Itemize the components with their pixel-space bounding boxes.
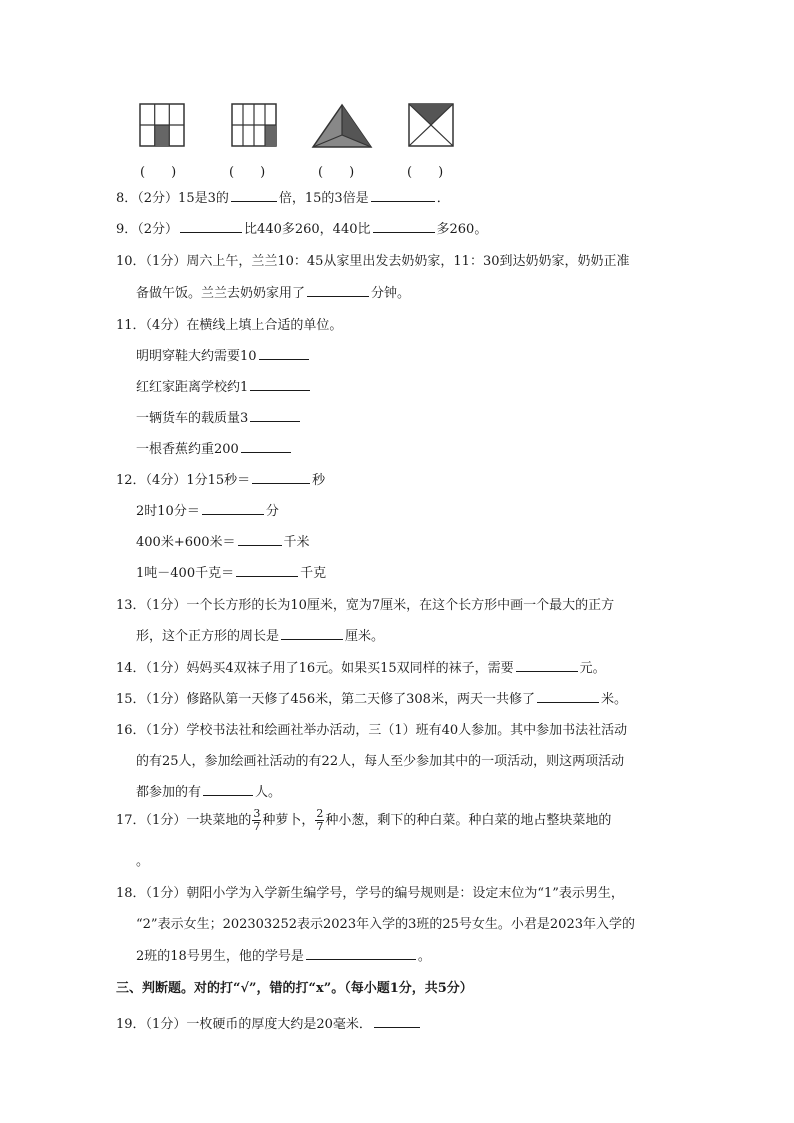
q17-text-c: 种小葱，剩下的种白菜。种白菜的地占整块菜地的: [325, 813, 612, 828]
q13-text-b: 厘米。: [345, 629, 385, 644]
q11-item-4: [136, 438, 293, 457]
q17-text-b: 种萝卜，: [262, 813, 315, 828]
question-18-line-3: [136, 945, 431, 964]
q15-text-a: 15．（1分）修路队第一天修了456米，第二天修了308米，两天一共修了: [116, 692, 535, 707]
q12-text-4b: 千克: [300, 566, 327, 581]
question-12-line-3: [136, 531, 310, 550]
question-16-line-1: 16．（1分）学校书法社和绘画社举办活动，三（1）班有40人参加。其中参加书法社活动: [116, 723, 628, 738]
q18-text-b: 。: [417, 949, 431, 964]
q10-blank[interactable]: [307, 284, 369, 297]
question-19: [116, 1013, 422, 1032]
question-13-line-1: 13．（1分）一个长方形的长为10厘米，宽为7厘米，在这个长方形中画一个最大的正方: [116, 598, 615, 613]
q11-blank-1[interactable]: [259, 347, 309, 360]
question-17-line-2: 。: [136, 854, 150, 869]
q9-blank-1[interactable]: [180, 220, 242, 233]
q12-text-2b: 分: [265, 504, 279, 519]
q11-item-2-text: 红红家距离学校约1: [136, 380, 249, 395]
q11-blank-3[interactable]: [250, 409, 300, 422]
q12-text-4a: 1吨－400千克＝: [136, 566, 235, 581]
question-9: [116, 218, 487, 237]
figure-square-diagonals: [408, 103, 454, 147]
q8-blank-2[interactable]: [371, 189, 435, 202]
q19-text-a: 19．（1分）一枚硬币的厚度大约是20毫米．: [116, 1017, 372, 1032]
q17-text-a: 17．（1分）一块菜地的: [116, 813, 252, 828]
figure-answer-paren-4: ( ): [407, 165, 444, 180]
q12-blank-2[interactable]: [202, 502, 264, 515]
q16-text-b: 人。: [255, 785, 282, 800]
q9-text-c: 多260。: [436, 222, 488, 237]
q9-text-b: 比440多260，440比: [244, 222, 371, 237]
q15-text-b: 米。: [600, 692, 627, 707]
q12-text-1b: 秒: [312, 473, 326, 488]
question-16-line-2: 的有25人，参加绘画社活动的有22人，每人至少参加其中的一项活动，则这两项活动: [136, 754, 625, 769]
q10-text-a: 备做午饭。兰兰去奶奶家用了: [136, 286, 306, 301]
q9-text-a: 9．（2分）: [116, 222, 179, 237]
q17-frac1-numerator: 3: [253, 807, 261, 820]
q17-fraction-2: [315, 808, 324, 833]
q17-frac2-denominator: 7: [316, 820, 324, 833]
q18-text-a: 2班的18号男生，他的学号是: [136, 949, 304, 964]
question-13-line-2: [136, 625, 384, 644]
question-11-title: 11．（4分）在横线上填上合适的单位。: [116, 318, 343, 333]
figure-answer-paren-1: ( ): [140, 165, 177, 180]
q14-text-b: 元。: [579, 661, 606, 676]
question-16-line-3: [136, 781, 281, 800]
q11-item-1: [136, 345, 311, 364]
question-12-line-4: [136, 562, 326, 581]
q12-text-3a: 400米+600米＝: [136, 535, 236, 550]
q17-frac2-numerator: 2: [316, 807, 324, 820]
q8-text-c: ．: [436, 191, 450, 206]
q14-text-a: 14．（1分）妈妈买4双袜子用了16元。如果买15双同样的袜子，需要: [116, 661, 514, 676]
question-18-line-2: “2”表示女生；202303252表示2023年入学的3班的25号女生。小君是2023年入学的: [136, 917, 635, 932]
q14-blank[interactable]: [516, 659, 578, 672]
q17-fraction-1: [252, 808, 261, 833]
q11-blank-4[interactable]: [241, 440, 291, 453]
figure-grid-2x2: [139, 103, 185, 147]
question-15: [116, 688, 627, 707]
question-17-line-1: [116, 808, 611, 833]
question-8: [116, 187, 450, 206]
q17-frac1-denominator: 7: [253, 820, 261, 833]
q11-item-3-text: 一辆货车的载质量3: [136, 411, 249, 426]
section-3-heading: 三、判断题。对的打“√”，错的打“x”。（每小题1分，共5分）: [116, 981, 473, 996]
q8-text-b: 倍，15的3倍是: [278, 191, 369, 206]
q8-text-a: 8．（2分）15是3的: [116, 191, 229, 206]
q8-blank-1[interactable]: [231, 189, 277, 202]
q16-text-a: 都参加的有: [136, 785, 202, 800]
q12-text-1a: 12．（4分）1分15秒＝: [116, 473, 251, 488]
q9-blank-2[interactable]: [373, 220, 435, 233]
q18-blank[interactable]: [306, 947, 416, 960]
figure-grid-2x4: [231, 103, 277, 147]
figure-answer-paren-3: ( ): [318, 165, 355, 180]
q11-item-3: [136, 407, 302, 426]
q11-blank-2[interactable]: [250, 378, 310, 391]
question-10-line-1: 10．（1分）周六上午，兰兰10：45从家里出发去奶奶家，11：30到达奶奶家，奶奶正准: [116, 254, 630, 269]
q12-blank-4[interactable]: [236, 564, 298, 577]
q12-blank-1[interactable]: [252, 471, 310, 484]
q15-blank[interactable]: [537, 690, 599, 703]
q12-text-2a: 2时10分＝: [136, 504, 200, 519]
q11-item-4-text: 一根香蕉约重200: [136, 442, 239, 457]
q12-text-3b: 千米: [283, 535, 310, 550]
figure-answer-paren-2: ( ): [229, 165, 266, 180]
q16-blank[interactable]: [203, 783, 253, 796]
question-14: [116, 657, 606, 676]
question-12-line-1: [116, 469, 325, 488]
question-18-line-1: 18．（1分）朝阳小学为入学新生编学号，学号的编号规则是：设定末位为“1”表示男生，: [116, 886, 624, 901]
q13-text-a: 形，这个正方形的周长是: [136, 629, 280, 644]
q11-item-2: [136, 376, 312, 395]
q10-text-b: 分钟。: [371, 286, 411, 301]
q11-item-1-text: 明明穿鞋大约需要10: [136, 349, 257, 364]
q12-blank-3[interactable]: [238, 533, 282, 546]
q19-blank[interactable]: [374, 1015, 420, 1028]
q13-blank[interactable]: [281, 627, 343, 640]
question-10-line-2: [136, 282, 410, 301]
question-12-line-2: [136, 500, 279, 519]
figure-triangle: [311, 103, 373, 149]
